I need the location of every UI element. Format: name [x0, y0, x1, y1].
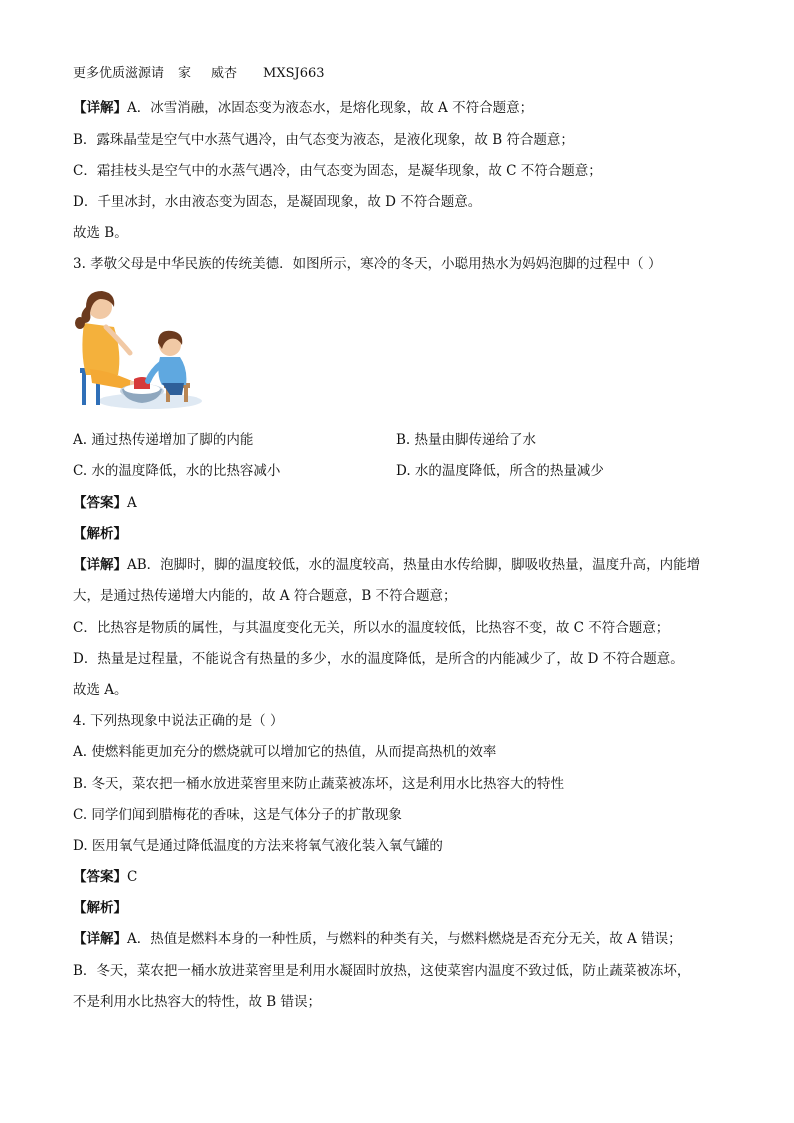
header-text-1: 更多优质滋源请: [73, 66, 165, 81]
q4-analysis-tag: 【解析】: [73, 900, 127, 916]
q3-analysis-tag: 【解析】: [73, 526, 127, 542]
mother-dress-top: [82, 323, 119, 375]
q3-option-b: B. 热量由脚传递给了水: [396, 432, 537, 448]
header-text-4: MXSJ663: [263, 66, 325, 81]
q4-answer-value: C: [127, 869, 138, 885]
q3-answer: [73, 493, 137, 513]
stool-leg-left: [82, 373, 86, 405]
q3-detail-d: D．热量是过程量，不能说含有热量的多少，水的温度降低，是所含的内能减少了，故 D 不符合题意。: [73, 651, 684, 667]
q3-detail-c: C．比热容是物质的属性，与其温度变化无关，所以水的温度较低，比热容不变，故 C 不符合题意；: [73, 620, 670, 636]
page-header: [73, 64, 325, 84]
mother-child-footbath-illustration: [70, 283, 202, 413]
q4-option-d: D. 医用氧气是通过降低温度的方法来将氧气液化装入氧气罐的: [73, 838, 443, 854]
q4-option-b: B. 冬天，菜农把一桶水放进菜窖里来防止蔬菜被冻坏，这是利用水比热容大的特性: [73, 776, 565, 792]
q3-option-a: A. 通过热传递增加了脚的内能: [73, 432, 254, 448]
q4-option-c: C. 同学们闻到腊梅花的香味，这是气体分子的扩散现象: [73, 807, 402, 823]
q4-detail-b-2: 不是利用水比热容大的特性，故 B 错误；: [73, 994, 322, 1010]
q4-detail-b-1: B．冬天，菜农把一桶水放进菜窖里是利用水凝固时放热，这使菜窖内温度不致过低，防止蔬菜被冻坏，: [73, 963, 691, 979]
q3-option-c: C. 水的温度降低，水的比热容减小: [73, 463, 281, 479]
q3-conclusion: 故选 A。: [73, 682, 128, 698]
answer-tag: 【答案】: [73, 869, 127, 885]
q3-detail-ab-2: 大，是通过热传递增大内能的，故 A 符合题意，B 不符合题意；: [73, 588, 457, 604]
q4-option-a: A. 使燃料能更加充分的燃烧就可以增加它的热值，从而提高热机的效率: [73, 744, 497, 760]
mother-hair-bun: [75, 317, 85, 329]
detail-tag: 【详解】: [73, 931, 127, 947]
q3-detail-ab-1-text: AB．泡脚时，脚的温度较低，水的温度较高，热量由水传给脚，脚吸收热量，温度升高，内能增: [127, 557, 701, 573]
q2-conclusion: 故选 B。: [73, 225, 128, 241]
q2-detail-c: C．霜挂枝头是空气中的水蒸气遇冷，由气态变为固态，是凝华现象，故 C 不符合题意；: [73, 163, 602, 179]
q4-stem: 4. 下列热现象中说法正确的是（ ）: [73, 713, 284, 729]
q4-detail-a-text: A．热值是燃料本身的一种性质，与燃料的种类有关，与燃料燃烧是否充分无关，故 A 错误；: [127, 931, 682, 947]
q3-detail-ab-1: [73, 555, 700, 575]
q2-detail-a-text: A．冰雪消融，冰固态变为液态水，是熔化现象，故 A 不符合题意；: [127, 100, 534, 116]
q4-detail-a: [73, 929, 682, 949]
header-text-2: 家: [178, 66, 192, 81]
q2-detail-d: D．千里冰封，水由液态变为固态，是凝固现象，故 D 不符合题意。: [73, 194, 482, 210]
child-stool-leg-right: [184, 388, 188, 402]
q3-option-d: D. 水的温度降低，所含的热量减少: [396, 463, 604, 479]
detail-tag: 【详解】: [73, 557, 127, 573]
q2-detail-b: B．露珠晶莹是空气中水蒸气遇冷，由气态变为液态，是液化现象，故 B 符合题意；: [73, 132, 574, 148]
q4-answer: [73, 867, 137, 887]
answer-tag: 【答案】: [73, 495, 127, 511]
q2-detail-a: [73, 98, 533, 118]
q3-answer-value: A: [127, 495, 137, 511]
child-pants: [162, 383, 184, 395]
detail-tag: 【详解】: [73, 100, 127, 116]
header-text-3: 威杏: [211, 66, 238, 81]
q3-stem: 3. 孝敬父母是中华民族的传统美德．如图所示，寒冷的冬天，小聪用热水为妈妈泡脚的过程中（ ）: [73, 256, 662, 272]
